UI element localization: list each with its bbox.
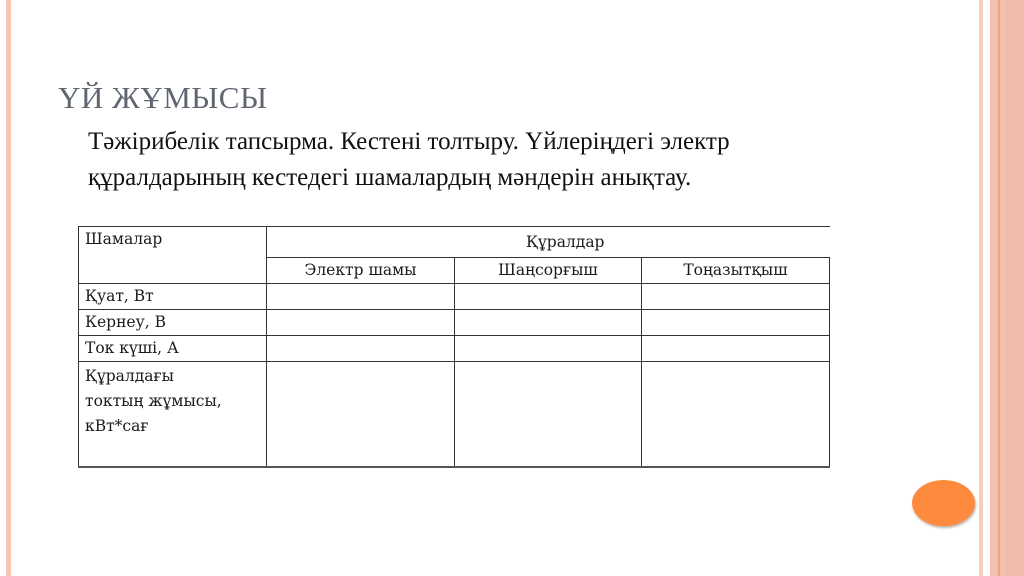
column-header-lamp: Электр шамы: [267, 258, 455, 284]
orange-oval-shape: [912, 480, 975, 526]
row-label-power: Қуат, Вт: [79, 284, 267, 310]
table-row: [79, 284, 830, 310]
measurements-table: [78, 226, 830, 468]
cell-power-lamp[interactable]: [267, 284, 455, 310]
row-label-work-line-3: кВт*сағ: [85, 417, 149, 435]
cell-voltage-lamp[interactable]: [267, 310, 455, 336]
cell-work-lamp[interactable]: [267, 362, 455, 467]
table-row: [79, 336, 830, 362]
left-decorative-stripe: [6, 0, 11, 576]
column-header-fridge: Тоңазытқыш: [642, 258, 830, 284]
row-label-work-line-1: Құралдағы: [85, 367, 174, 385]
cell-work-vacuum[interactable]: [455, 362, 642, 467]
group-header: Құралдар: [267, 227, 830, 258]
table-row: [79, 310, 830, 336]
right-decorative-line: [998, 0, 1000, 576]
column-header-vacuum: Шаңсорғыш: [455, 258, 642, 284]
right-decorative-stripe-thin: [979, 0, 983, 576]
table-header-row: [79, 227, 830, 258]
right-decorative-band-inner: [1007, 0, 1024, 576]
row-label-work-line-2: токтың жұмысы,: [85, 392, 222, 410]
cell-work-fridge[interactable]: [642, 362, 830, 467]
slide-title: ҮЙ ЖҰМЫСЫ: [58, 80, 268, 115]
cell-power-vacuum[interactable]: [455, 284, 642, 310]
cell-voltage-vacuum[interactable]: [455, 310, 642, 336]
cell-current-lamp[interactable]: [267, 336, 455, 362]
row-label-current: Ток күші, А: [79, 336, 267, 362]
row-header-label: Шамалар: [79, 227, 267, 284]
table-row: [79, 362, 830, 467]
row-label-work: [79, 362, 267, 467]
cell-power-fridge[interactable]: [642, 284, 830, 310]
slide-body-text: [88, 124, 888, 196]
body-line-1: Тәжірибелік тапсырма. Кестені толтыру. Үйлеріңдегі электр: [88, 128, 730, 155]
cell-current-fridge[interactable]: [642, 336, 830, 362]
row-label-voltage: Кернеу, В: [79, 310, 267, 336]
cell-voltage-fridge[interactable]: [642, 310, 830, 336]
body-line-2: құралдарының кестедегі шамалардың мәндерін анықтау.: [88, 164, 692, 191]
cell-current-vacuum[interactable]: [455, 336, 642, 362]
